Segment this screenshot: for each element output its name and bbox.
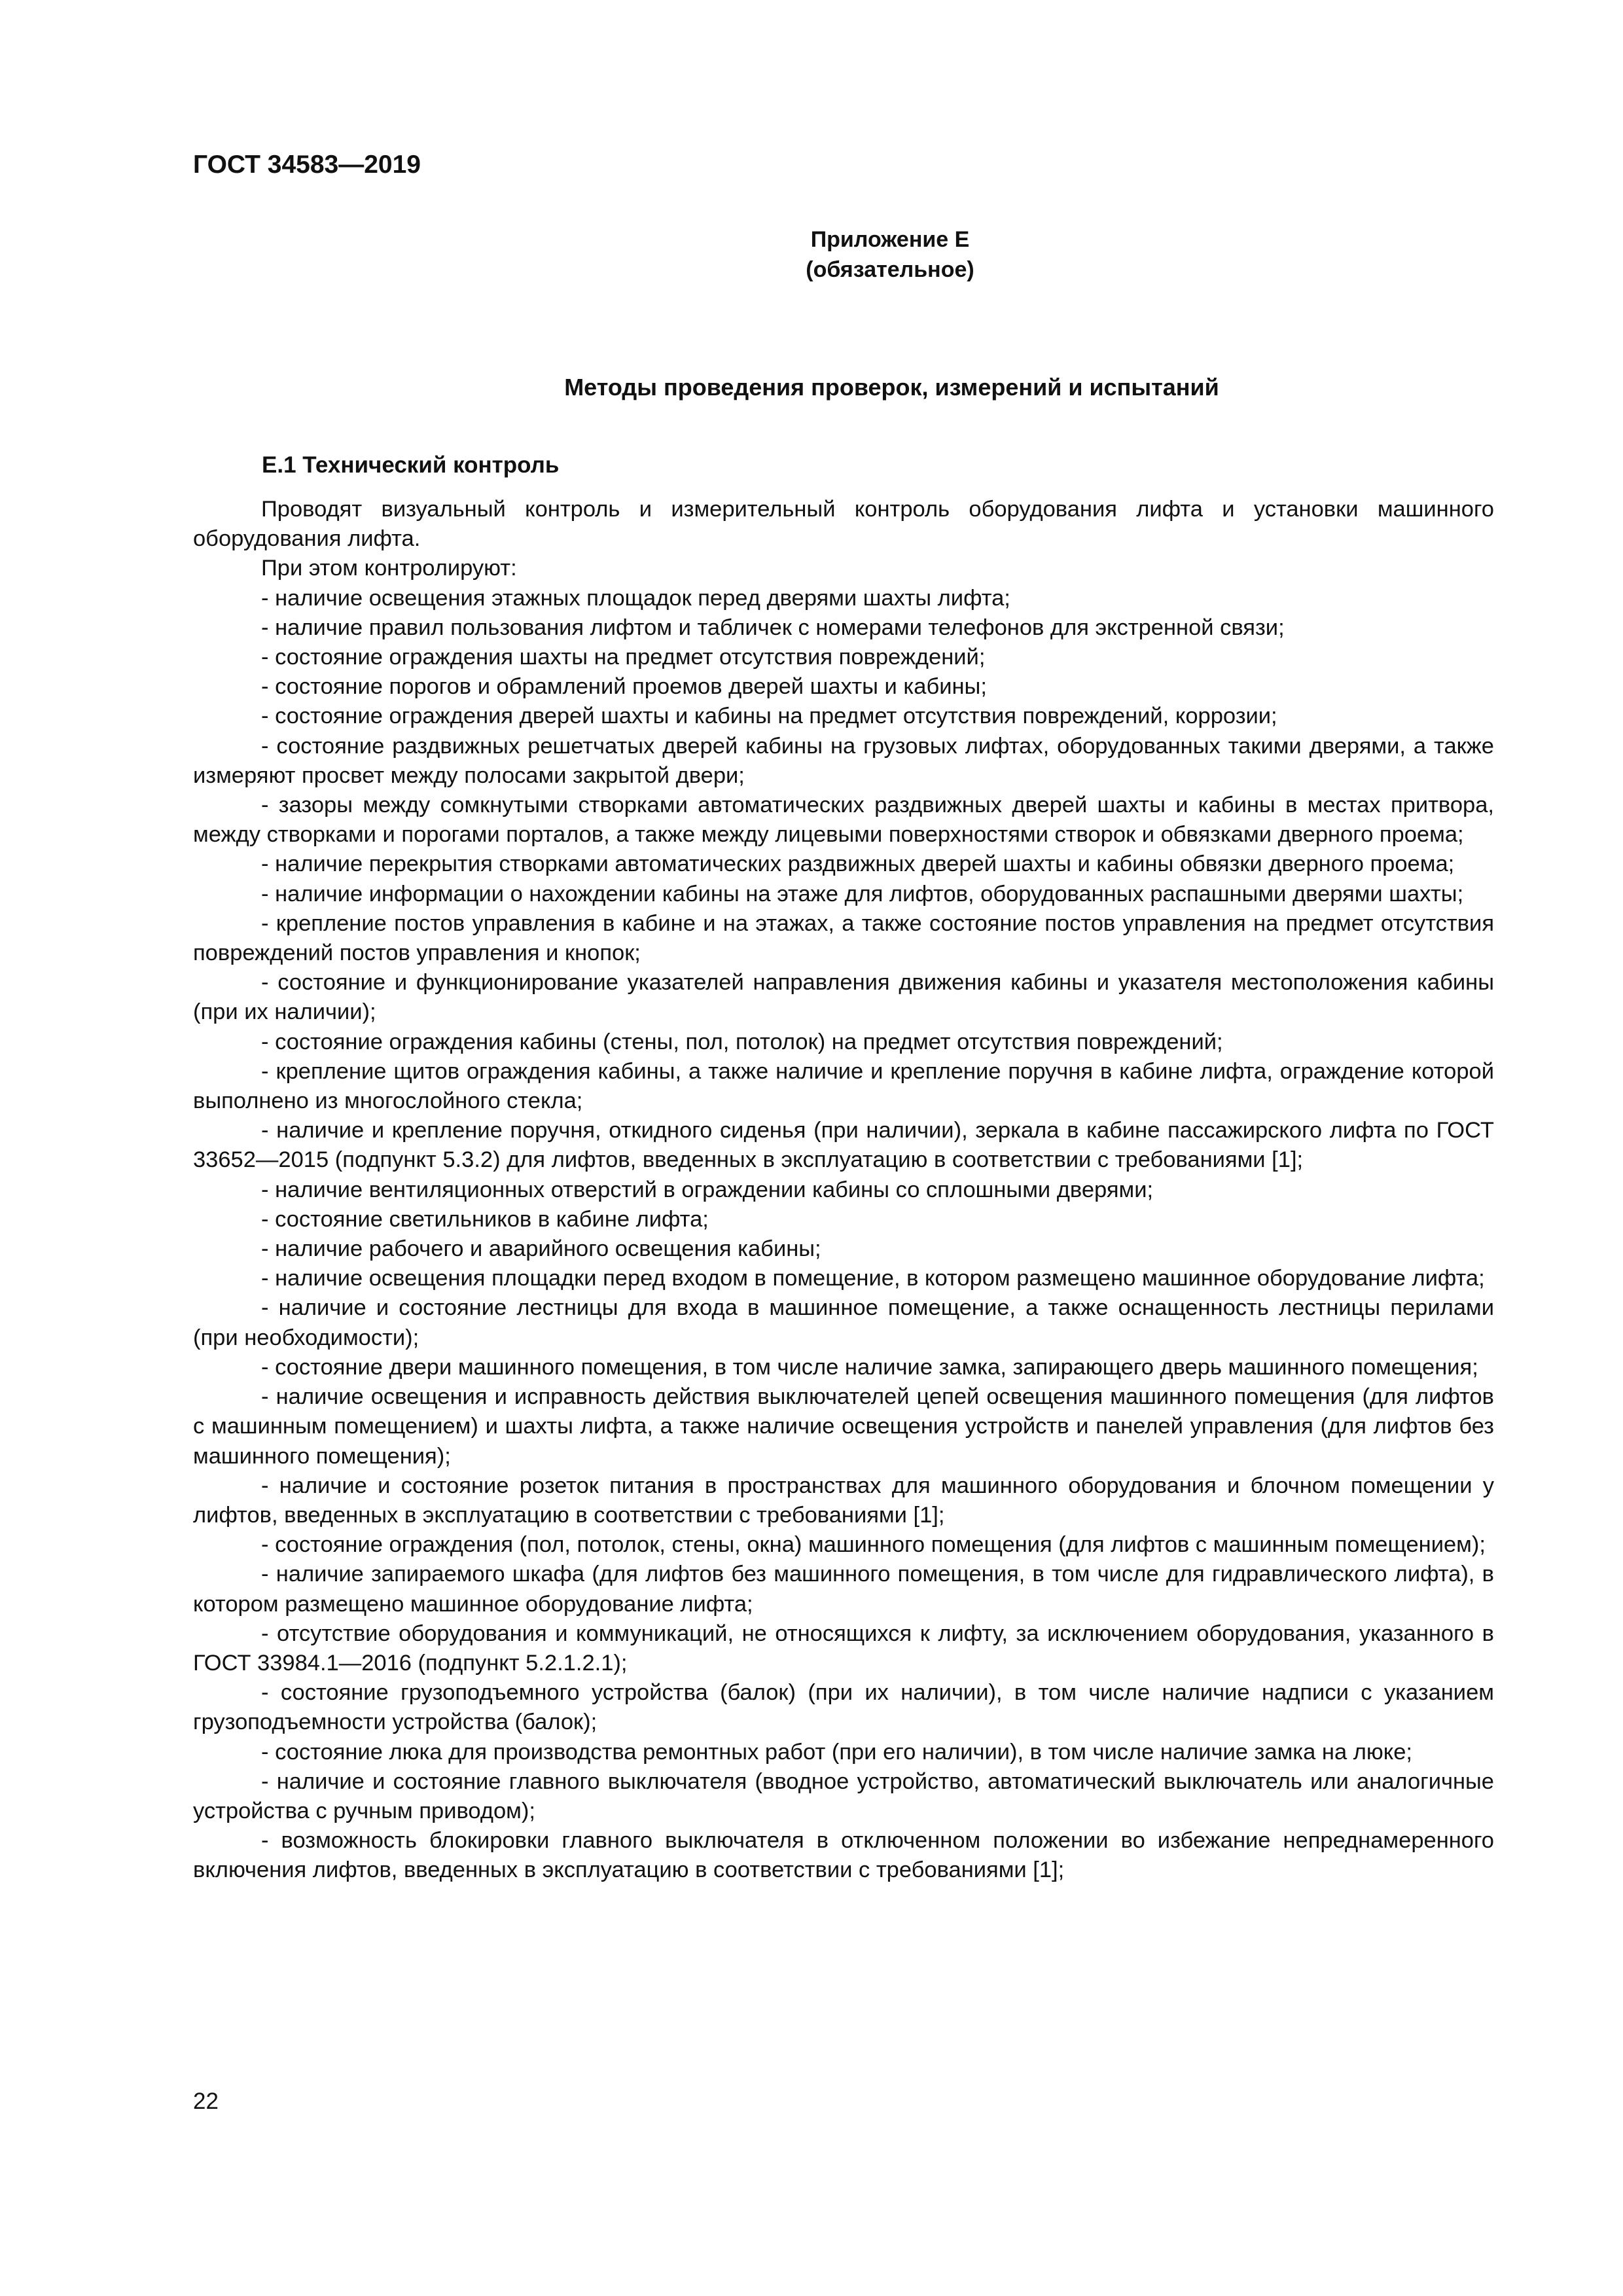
page-number: 22 [193,2089,219,2114]
paragraph: - состояние двери машинного помещения, в том числе наличие замка, запирающего дверь машинного помещения; [261,1354,1478,1380]
paragraph: - наличие и состояние розеток питания в пространствах для машинного оборудования и блочном помещении у лифтов, введенных в эксплуатацию в соответствии с требованиями [1]; [193,1473,1494,1528]
paragraph: - отсутствие оборудования и коммуникаций, не относящихся к лифту, за исключением оборудования, указанного в ГОСТ 33984.1—2016 (подпункт 5.2.1.2.1); [193,1621,1494,1676]
paragraph: - состояние люка для производства ремонтных работ (при его наличии), в том числе наличие замка на люке; [261,1739,1412,1765]
paragraph: - наличие освещения площадки перед входом в помещение, в котором размещено машинное оборудование лифта; [261,1266,1485,1291]
paragraph: - состояние порогов и обрамлений проемов дверей шахты и кабины; [261,674,987,700]
paragraph: - наличие правил пользования лифтом и табличек с номерами телефонов для экстренной связи; [261,615,1285,640]
paragraph: - состояние ограждения дверей шахты и кабины на предмет отсутствия повреждений, коррозии; [261,704,1277,729]
paragraph: - наличие освещения и исправность действия выключателей цепей освещения машинного помещения (для лифтов с машинным помещением) и шахты лифта, а также наличие освещения устройств и панелей управления (для лифтов без машинного помещения); [193,1384,1494,1469]
section-heading: Е.1 Технический контроль [262,452,560,478]
appendix-status: (обязательное) [806,257,974,282]
paragraph: - наличие запираемого шкафа (для лифтов без машинного помещения, в том числе для гидравлического лифта), в котором размещено машинное оборудование лифта; [193,1562,1494,1617]
paragraph: - состояние раздвижных решетчатых дверей кабины на грузовых лифтах, оборудованных такими дверями, а также измеряют просвет между полосами закрытой двери; [193,733,1494,788]
paragraph: - наличие перекрытия створками автоматических раздвижных дверей шахты и кабины обвязки дверного проема; [261,852,1455,877]
appendix-label: Приложение Е [810,227,970,252]
paragraph: - крепление щитов ограждения кабины, а также наличие и крепление поручня в кабине лифта, ограждение которой выполнено из многослойного стекла; [193,1058,1494,1114]
paragraph: - состояние светильников в кабине лифта; [261,1206,709,1232]
paragraph: - состояние ограждения (пол, потолок, стены, окна) машинного помещения (для лифтов с машинным помещением); [261,1532,1486,1558]
paragraph: - состояние ограждения шахты на предмет отсутствия повреждений; [261,645,986,670]
paragraph: - наличие и крепление поручня, откидного сиденья (при наличии), зеркала в кабине пассажирского лифта по ГОСТ 33652—2015 (подпункт 5.3.2) для лифтов, введенных в эксплуатацию в соответствии с требованиями [1]; [193,1118,1494,1173]
paragraph: - состояние грузоподъемного устройства (балок) (при их наличии), в том числе наличие надписи с указанием грузоподъемности устройства (балок); [193,1680,1494,1735]
paragraph: - наличие и состояние лестницы для входа в машинное помещение, а также оснащенность лестницы перилами (при необходимости); [193,1295,1494,1350]
appendix-title [0,372,1623,403]
paragraph: - наличие вентиляционных отверстий в ограждении кабины со сплошными дверями; [261,1177,1154,1202]
paragraph: - наличие рабочего и аварийного освещения кабины; [261,1236,821,1262]
paragraph: Проводят визуальный контроль и измерительный контроль оборудования лифта и установки машинного оборудования лифта. [193,497,1494,552]
document-code: ГОСТ 34583—2019 [193,151,421,179]
paragraph: - наличие и состояние главного выключателя (вводное устройство, автоматический выключатель или аналогичные устройства с ручным приводом); [193,1768,1494,1823]
paragraph: - зазоры между сомкнутыми створками автоматических раздвижных дверей шахты и кабины в местах притвора, между створками и порогами порталов, а также между лицевыми поверхностями створок и обвязками дверного проема; [193,793,1494,848]
paragraph: - наличие информации о нахождении кабины на этаже для лифтов, оборудованных распашными дверями шахты; [261,881,1464,906]
paragraph: - состояние и функционирование указателей направления движения кабины и указателя местоположения кабины (при их наличии); [193,970,1494,1025]
paragraph: При этом контролируют: [261,556,517,581]
appendix-title-text: Методы проведения проверок, измерений и испытаний [564,374,1219,401]
paragraph: - крепление постов управления в кабине и на этажах, а также состояние постов управления на предмет отсутствия повреждений постов управления и кнопок; [193,910,1494,966]
paragraph: - состояние ограждения кабины (стены, пол, потолок) на предмет отсутствия повреждений; [261,1029,1223,1054]
appendix-header [0,224,1623,285]
paragraph: - возможность блокировки главного выключателя в отключенном положении во избежание непреднамеренного включения лифтов, введенных в эксплуатацию в соответствии с требованиями [1]; [193,1828,1494,1883]
paragraph: - наличие освещения этажных площадок перед дверями шахты лифта; [261,585,1010,611]
body-text [193,495,1494,1886]
